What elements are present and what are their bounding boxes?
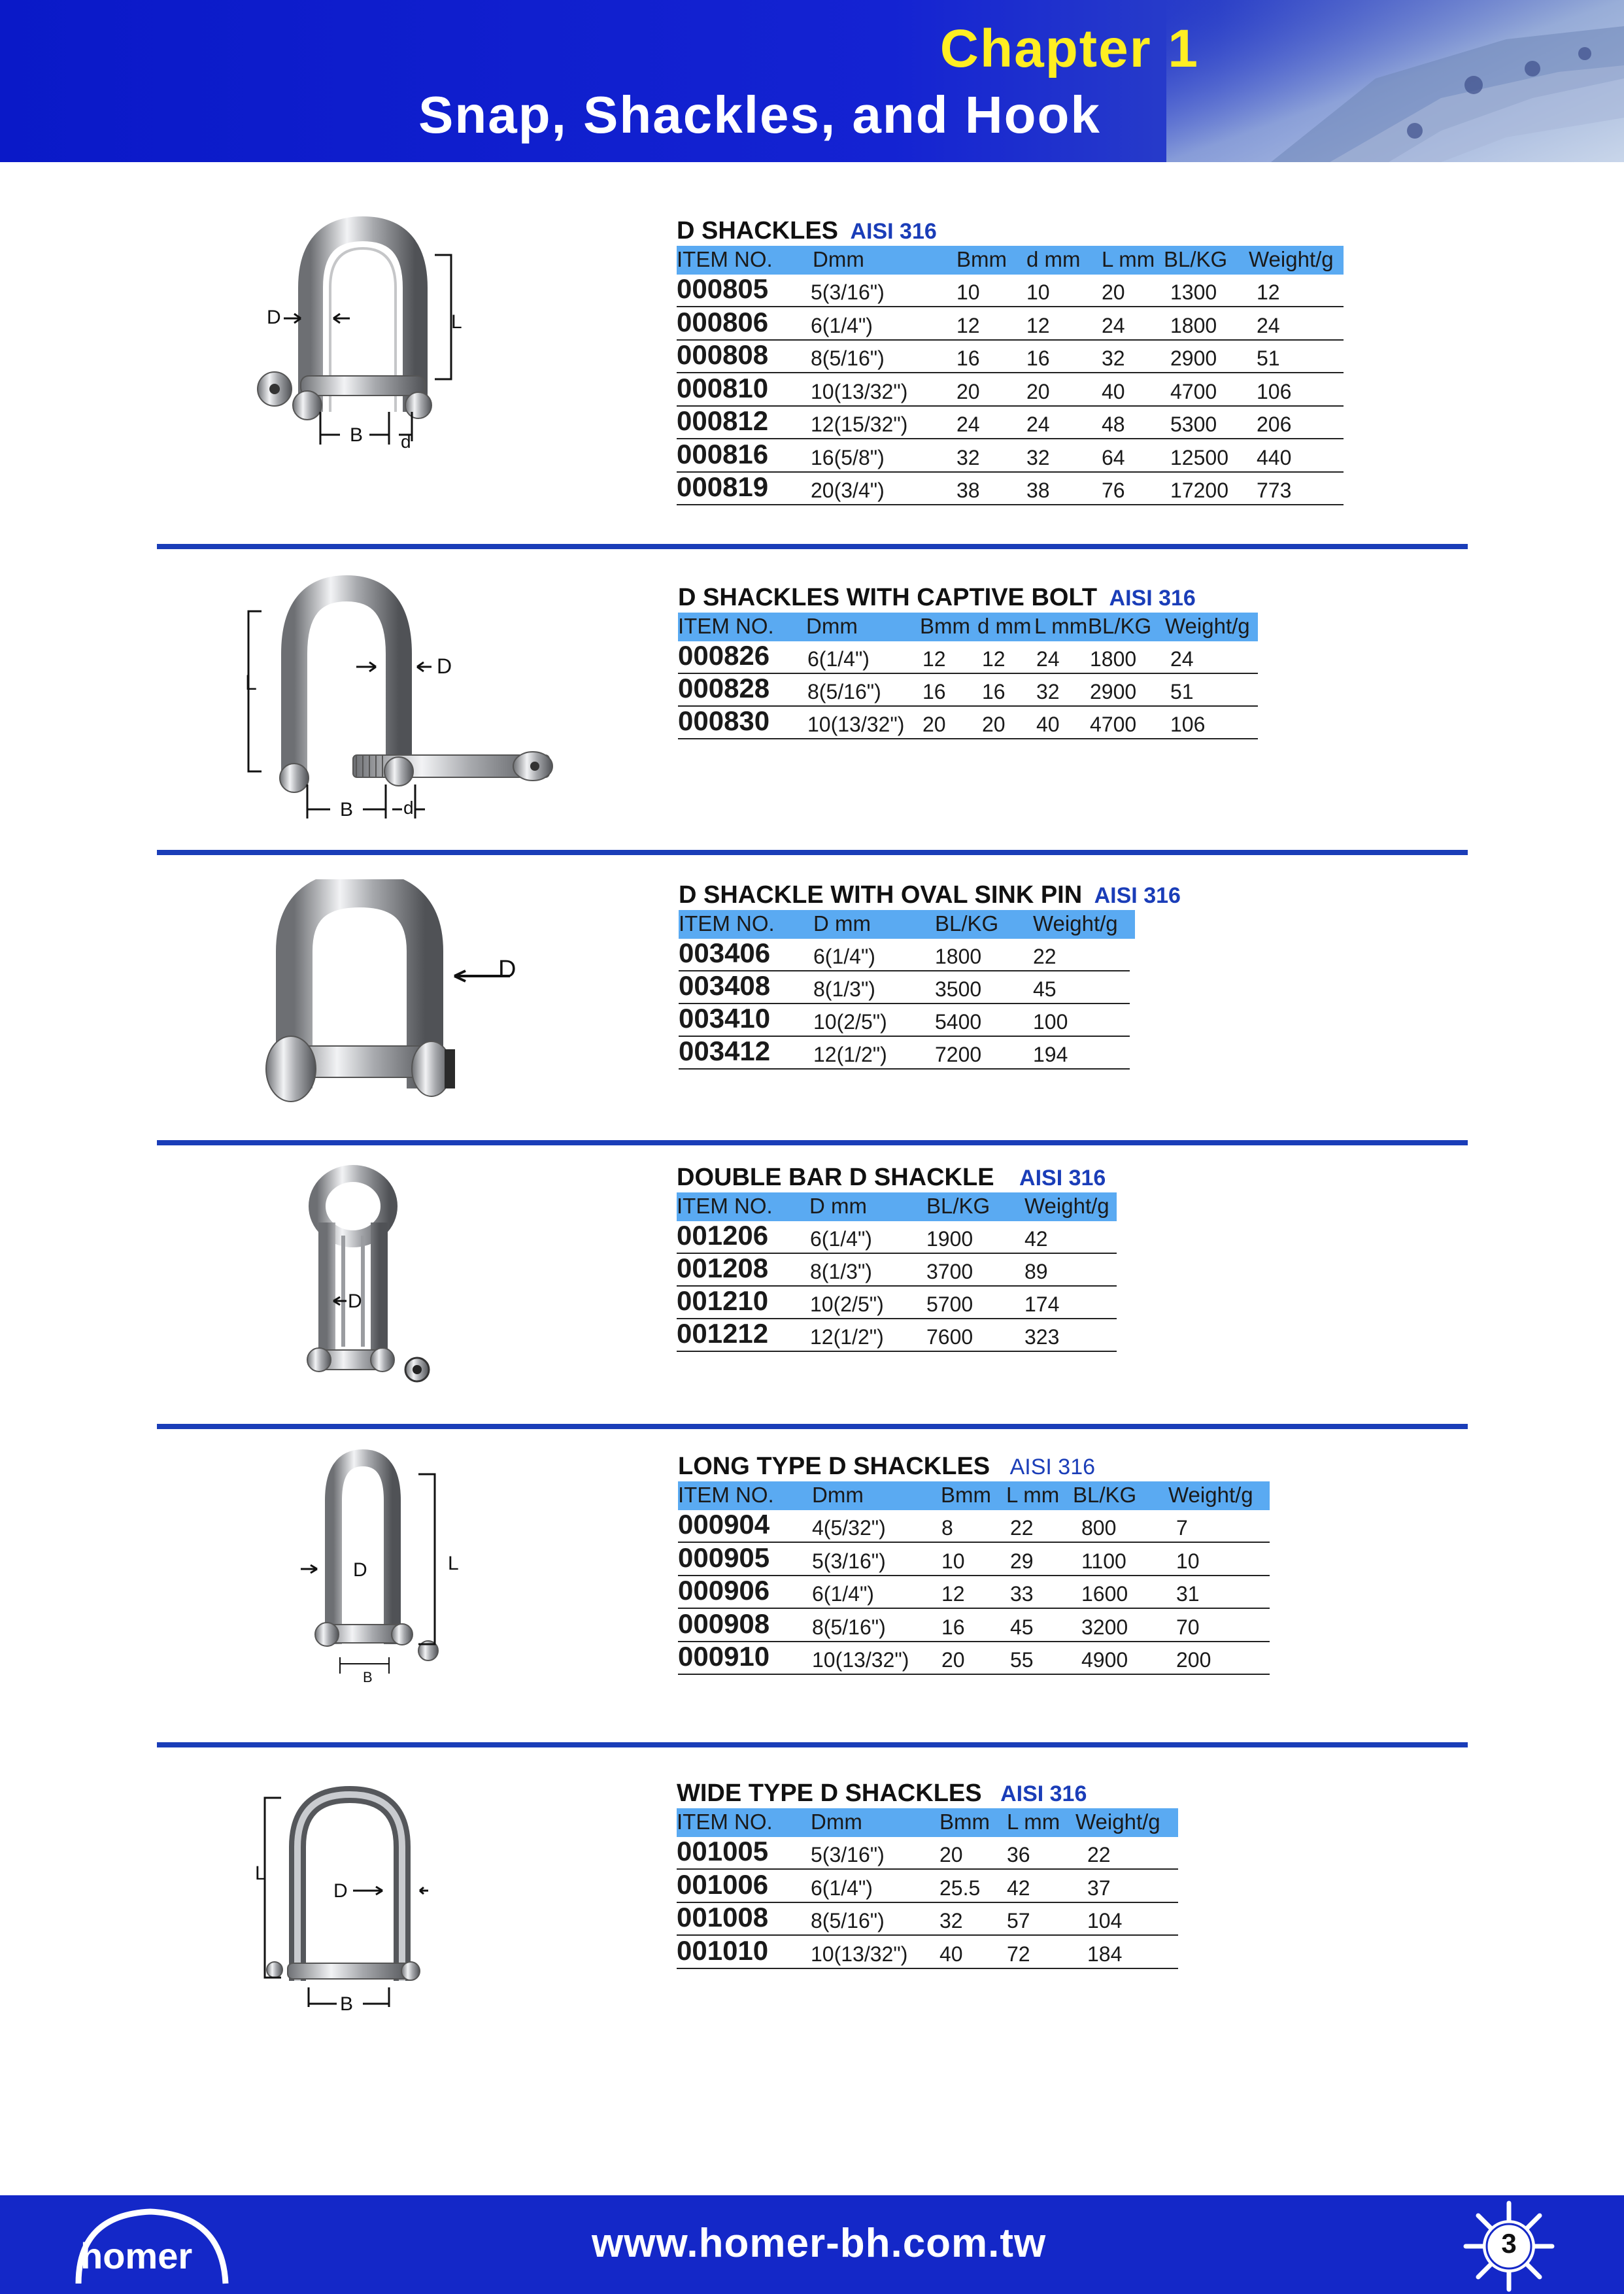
table-cell: 800: [1081, 1516, 1117, 1540]
chapter-subtitle: Snap, Shackles, and Hook: [418, 86, 1101, 144]
section-captive-bolt: [678, 584, 1260, 741]
table-cell: 12: [956, 313, 980, 337]
table-cell: 20: [939, 1843, 963, 1866]
row-rule: [677, 504, 1344, 505]
item-number: 001006: [677, 1868, 769, 1900]
table-cell: 12(1/2"): [813, 1043, 887, 1066]
table-row: [677, 1221, 1117, 1254]
col-b-mm: Bmm: [956, 247, 1007, 271]
section-oval-sink-pin: [679, 881, 1234, 1077]
dim-label-B: B: [340, 799, 354, 820]
table-cell: 5(3/16"): [811, 280, 885, 304]
table-header: [677, 246, 1344, 275]
table-row: [677, 440, 1344, 473]
table-cell: 20(3/4"): [811, 479, 885, 502]
table-cell: 8(1/3"): [813, 977, 875, 1001]
table-cell: 104: [1087, 1909, 1123, 1932]
table-cell: 45: [1033, 977, 1057, 1001]
col-weight: Weight/g: [1249, 247, 1334, 271]
item-number: 000906: [678, 1575, 770, 1606]
item-number: 000812: [677, 405, 769, 436]
item-number: 001008: [677, 1902, 769, 1932]
col-weight: Weight/g: [1033, 911, 1118, 936]
item-number: 000810: [677, 372, 769, 403]
col-d-mm: Dmm: [812, 1483, 864, 1507]
table-cell: 10: [956, 280, 980, 304]
item-number: 001206: [677, 1220, 769, 1251]
table-row: [677, 1870, 1178, 1903]
table-cell: 5700: [926, 1292, 973, 1316]
table-cell: 1800: [1090, 647, 1137, 671]
table-cell: 24: [1026, 413, 1050, 436]
table-row: [677, 275, 1344, 307]
table-cell: 29: [1010, 1549, 1034, 1573]
table-cell: 6(1/4"): [811, 1876, 873, 1900]
table-cell: 32: [1026, 445, 1050, 469]
dim-label-d: d: [401, 431, 411, 451]
item-number: 000806: [677, 306, 769, 337]
table-cell: 38: [1026, 479, 1050, 502]
table-cell: 106: [1257, 379, 1292, 403]
row-rule: [677, 1968, 1178, 1969]
table-cell: 38: [956, 479, 980, 502]
logo-text: homer: [80, 2235, 193, 2276]
table-row: [677, 374, 1344, 407]
table-cell: 24: [956, 413, 980, 436]
material-label: AISI 316: [850, 219, 937, 244]
table-cell: 40: [1102, 379, 1125, 403]
item-number: 001212: [677, 1318, 769, 1349]
section-title: D SHACKLES: [677, 217, 839, 245]
table-cell: 12: [922, 647, 946, 671]
section-divider: [157, 544, 1468, 549]
col-item-no: ITEM NO.: [678, 614, 774, 638]
table-cell: 7600: [926, 1325, 973, 1349]
section-divider: [157, 1140, 1468, 1145]
table-cell: 72: [1007, 1942, 1030, 1966]
table-cell: 184: [1087, 1942, 1123, 1966]
table-cell: 10(13/32"): [807, 713, 905, 736]
table-cell: 32: [956, 445, 980, 469]
table-row: [678, 1576, 1270, 1609]
section-divider: [157, 1424, 1468, 1429]
item-number: 000828: [678, 673, 770, 703]
table-row: [678, 1642, 1270, 1675]
col-d-mm: D mm: [809, 1194, 867, 1218]
col-l-mm: L mm: [1034, 614, 1088, 638]
table-cell: 24: [1257, 313, 1280, 337]
table-cell: 2900: [1170, 346, 1217, 370]
table-cell: 20: [922, 713, 946, 736]
table-cell: 8(5/16"): [811, 1909, 885, 1932]
table-cell: 76: [1102, 479, 1125, 502]
item-number: 001208: [677, 1253, 769, 1283]
material-label: AISI 316: [1009, 1455, 1096, 1479]
table-cell: 7200: [935, 1043, 982, 1066]
table-cell: 16: [941, 1615, 965, 1639]
table-cell: 89: [1024, 1260, 1048, 1283]
boat-hardware-background-image: [1166, 0, 1624, 162]
col-d-mm: Dmm: [813, 247, 864, 271]
col-l-mm: L mm: [1006, 1483, 1060, 1507]
table-cell: 40: [939, 1942, 963, 1966]
table-cell: 440: [1257, 445, 1292, 469]
item-number: 000819: [677, 471, 769, 502]
table-cell: 24: [1170, 647, 1194, 671]
table-cell: 25.5: [939, 1876, 981, 1900]
table-cell: 5400: [935, 1010, 982, 1034]
col-l-mm: L mm: [1102, 247, 1155, 271]
material-label: AISI 316: [1109, 586, 1196, 611]
col-weight: Weight/g: [1024, 1194, 1109, 1218]
item-number: 003406: [679, 937, 771, 968]
table-cell: 773: [1257, 479, 1292, 502]
item-number: 000910: [678, 1641, 770, 1672]
dim-label-D: D: [437, 654, 452, 678]
col-weight: Weight/g: [1168, 1483, 1253, 1507]
row-rule: [677, 1351, 1117, 1352]
table-cell: 1300: [1170, 280, 1217, 304]
col-d-mm: D mm: [813, 911, 871, 936]
table-cell: 200: [1176, 1648, 1211, 1672]
table-cell: 8: [941, 1516, 953, 1540]
item-number: 000905: [678, 1542, 770, 1573]
table-cell: 10: [1176, 1549, 1200, 1573]
table-cell: 4900: [1081, 1648, 1128, 1672]
table-row: [679, 939, 1130, 971]
col-bl-kg: BL/KG: [1088, 614, 1152, 638]
row-rule: [679, 1068, 1130, 1070]
col-bl-kg: BL/KG: [1073, 1483, 1137, 1507]
table-row: [677, 1254, 1117, 1287]
section-title: D SHACKLE WITH OVAL SINK PIN: [679, 881, 1083, 909]
table-row: [677, 1319, 1117, 1352]
section-title: D SHACKLES WITH CAPTIVE BOLT: [678, 584, 1098, 611]
table-cell: 10(13/32"): [812, 1648, 909, 1672]
dim-label-L: L: [255, 1863, 266, 1884]
table-cell: 5300: [1170, 413, 1217, 436]
section-d-shackles: [677, 217, 1344, 518]
item-number: 000904: [678, 1509, 770, 1540]
table-cell: 51: [1257, 346, 1280, 370]
row-rule: [678, 1674, 1270, 1675]
section-long-type: [678, 1453, 1286, 1681]
table-header: [679, 910, 1135, 939]
table-cell: 45: [1010, 1615, 1034, 1639]
table-row: [677, 1287, 1117, 1319]
website-link[interactable]: www.homer-bh.com.tw: [592, 2221, 1047, 2266]
col-small-d-mm: d mm: [977, 614, 1032, 638]
dim-label-L: L: [448, 1553, 459, 1574]
table-row: [677, 473, 1344, 505]
table-header: [678, 1481, 1270, 1510]
table-cell: 8(5/16"): [811, 346, 885, 370]
dim-label-D: D: [353, 1559, 367, 1581]
dim-label-L: L: [245, 671, 257, 694]
table-cell: 106: [1170, 713, 1206, 736]
table-cell: 10: [941, 1549, 965, 1573]
table-cell: 3500: [935, 977, 982, 1001]
table-cell: 51: [1170, 680, 1194, 703]
table-cell: 6(1/4"): [807, 647, 870, 671]
table-cell: 10(2/5"): [813, 1010, 887, 1034]
table-row: [678, 1610, 1270, 1642]
table-cell: 64: [1102, 445, 1125, 469]
table-cell: 55: [1010, 1648, 1034, 1672]
table-cell: 1600: [1081, 1582, 1128, 1606]
table-cell: 1100: [1081, 1549, 1126, 1573]
table-cell: 22: [1087, 1843, 1111, 1866]
row-rule: [678, 738, 1258, 739]
dim-label-d: d: [403, 798, 414, 818]
table-cell: 37: [1087, 1876, 1111, 1900]
table-row: [678, 674, 1258, 707]
table-cell: 17200: [1170, 479, 1228, 502]
section-divider: [157, 1742, 1468, 1747]
material-label: AISI 316: [1000, 1781, 1087, 1806]
table-cell: 10(13/32"): [811, 1942, 908, 1966]
footer-bar: [0, 2195, 1624, 2294]
table-cell: 323: [1024, 1325, 1060, 1349]
table-row: [677, 1837, 1178, 1870]
col-item-no: ITEM NO.: [678, 1483, 774, 1507]
section-title: LONG TYPE D SHACKLES: [678, 1453, 990, 1480]
table-cell: 20: [941, 1648, 965, 1672]
table-cell: 12(1/2"): [810, 1325, 884, 1349]
chapter-title: Chapter 1: [939, 19, 1199, 78]
col-d-mm: Dmm: [811, 1810, 862, 1834]
table-cell: 8(1/3"): [810, 1260, 872, 1283]
section-wide-type: [677, 1780, 1232, 1976]
section-title: WIDE TYPE D SHACKLES: [677, 1780, 982, 1807]
col-b-mm: Bmm: [941, 1483, 991, 1507]
table-cell: 7: [1176, 1516, 1188, 1540]
long-type-shackle-image: [297, 1448, 487, 1690]
table-cell: 12(15/32"): [811, 413, 908, 436]
d-shackle-image: [235, 216, 484, 451]
dim-label-D: D: [348, 1290, 362, 1312]
table-cell: 3200: [1081, 1615, 1128, 1639]
col-item-no: ITEM NO.: [679, 911, 775, 936]
table-cell: 33: [1010, 1582, 1034, 1606]
table-row: [677, 1903, 1178, 1936]
table-header: [677, 1192, 1117, 1221]
table-cell: 16(5/8"): [811, 445, 885, 469]
table-cell: 1800: [1170, 313, 1217, 337]
item-number: 000830: [678, 705, 770, 736]
table-cell: 6(1/4"): [812, 1582, 874, 1606]
table-cell: 5(3/16"): [811, 1843, 885, 1866]
table-cell: 12: [1026, 313, 1050, 337]
table-cell: 70: [1176, 1615, 1200, 1639]
dim-label-D: D: [498, 956, 516, 983]
table-row: [677, 407, 1344, 439]
col-d-mm: Dmm: [806, 614, 858, 638]
item-number: 003410: [679, 1003, 771, 1034]
table-cell: 36: [1007, 1843, 1030, 1866]
col-bl-kg: BL/KG: [926, 1194, 990, 1218]
table-cell: 10: [1026, 280, 1050, 304]
item-number: 000826: [678, 640, 770, 671]
material-label: AISI 316: [1094, 883, 1181, 908]
table-row: [678, 707, 1258, 739]
table-cell: 16: [982, 680, 1006, 703]
table-cell: 20: [982, 713, 1006, 736]
table-row: [677, 1936, 1178, 1969]
table-row: [677, 308, 1344, 341]
col-b-mm: Bmm: [920, 614, 970, 638]
table-cell: 42: [1007, 1876, 1030, 1900]
item-number: 000808: [677, 339, 769, 370]
table-cell: 8(5/16"): [812, 1615, 886, 1639]
table-cell: 4(5/32"): [812, 1516, 886, 1540]
table-cell: 20: [1102, 280, 1125, 304]
col-l-mm: L mm: [1007, 1810, 1060, 1834]
table-cell: 4700: [1090, 713, 1137, 736]
table-cell: 194: [1033, 1043, 1068, 1066]
table-cell: 57: [1007, 1909, 1030, 1932]
item-number: 000805: [677, 273, 769, 304]
captive-bolt-shackle-image: [235, 575, 575, 824]
table-cell: 24: [1102, 313, 1125, 337]
table-row: [677, 341, 1344, 373]
table-cell: 48: [1102, 413, 1125, 436]
page-number: 3: [1501, 2228, 1517, 2259]
col-weight: Weight/g: [1165, 614, 1250, 638]
col-bl-kg: BL/KG: [1164, 247, 1228, 271]
table-cell: 4700: [1170, 379, 1217, 403]
oval-sink-pin-shackle-image: [235, 879, 543, 1121]
table-cell: 3700: [926, 1260, 973, 1283]
header-banner: [0, 0, 1624, 162]
table-cell: 16: [922, 680, 946, 703]
item-number: 003408: [679, 970, 771, 1001]
table-cell: 32: [1102, 346, 1125, 370]
table-cell: 12: [982, 647, 1006, 671]
col-item-no: ITEM NO.: [677, 1194, 773, 1218]
table-cell: 32: [1036, 680, 1060, 703]
table-cell: 22: [1033, 945, 1057, 968]
col-bl-kg: BL/KG: [935, 911, 999, 936]
table-row: [679, 1004, 1130, 1037]
dim-label-L: L: [451, 311, 462, 333]
table-cell: 8(5/16"): [807, 680, 881, 703]
table-cell: 6(1/4"): [811, 313, 873, 337]
table-cell: 40: [1036, 713, 1060, 736]
item-number: 000908: [678, 1608, 770, 1639]
table-cell: 12500: [1170, 445, 1228, 469]
table-row: [678, 1543, 1270, 1576]
table-row: [679, 971, 1130, 1004]
table-row: [678, 641, 1258, 674]
item-number: 001210: [677, 1285, 769, 1316]
col-b-mm: Bmm: [939, 1810, 990, 1834]
table-cell: 10(13/32"): [811, 379, 908, 403]
col-item-no: ITEM NO.: [677, 247, 773, 271]
table-cell: 6(1/4"): [810, 1227, 872, 1251]
table-cell: 5(3/16"): [812, 1549, 886, 1573]
section-double-bar: [677, 1164, 1232, 1360]
item-number: 003412: [679, 1036, 771, 1066]
table-row: [678, 1510, 1270, 1543]
table-cell: 6(1/4"): [813, 945, 875, 968]
wide-type-shackle-image: [248, 1781, 438, 2023]
table-cell: 12: [1257, 280, 1280, 304]
col-small-d-mm: d mm: [1026, 247, 1081, 271]
table-cell: 20: [1026, 379, 1050, 403]
table-cell: 16: [1026, 346, 1050, 370]
item-number: 001005: [677, 1836, 769, 1866]
table-header: [678, 613, 1258, 641]
material-label: AISI 316: [1019, 1166, 1106, 1190]
table-cell: 16: [956, 346, 980, 370]
dim-label-D: D: [267, 307, 281, 328]
section-divider: [157, 850, 1468, 855]
table-cell: 1900: [926, 1227, 973, 1251]
table-cell: 1800: [935, 945, 982, 968]
item-number: 000816: [677, 438, 769, 469]
table-cell: 42: [1024, 1227, 1048, 1251]
table-header: [677, 1808, 1178, 1837]
table-cell: 206: [1257, 413, 1292, 436]
dim-label-D: D: [333, 1880, 348, 1902]
table-cell: 100: [1033, 1010, 1068, 1034]
table-cell: 31: [1176, 1582, 1200, 1606]
table-cell: 22: [1010, 1516, 1034, 1540]
col-item-no: ITEM NO.: [677, 1810, 773, 1834]
dim-label-B: B: [363, 1669, 373, 1685]
table-cell: 174: [1024, 1292, 1060, 1316]
dim-label-B: B: [340, 1993, 354, 2015]
double-bar-shackle-image: [281, 1164, 445, 1399]
col-weight: Weight/g: [1075, 1810, 1160, 1834]
table-cell: 32: [939, 1909, 963, 1932]
table-cell: 12: [941, 1582, 965, 1606]
dim-label-B: B: [350, 424, 364, 446]
section-title: DOUBLE BAR D SHACKLE: [677, 1164, 994, 1191]
table-cell: 10(2/5"): [810, 1292, 884, 1316]
table-row: [679, 1037, 1130, 1070]
table-cell: 2900: [1090, 680, 1137, 703]
table-cell: 24: [1036, 647, 1060, 671]
item-number: 001010: [677, 1934, 769, 1966]
table-cell: 20: [956, 379, 980, 403]
